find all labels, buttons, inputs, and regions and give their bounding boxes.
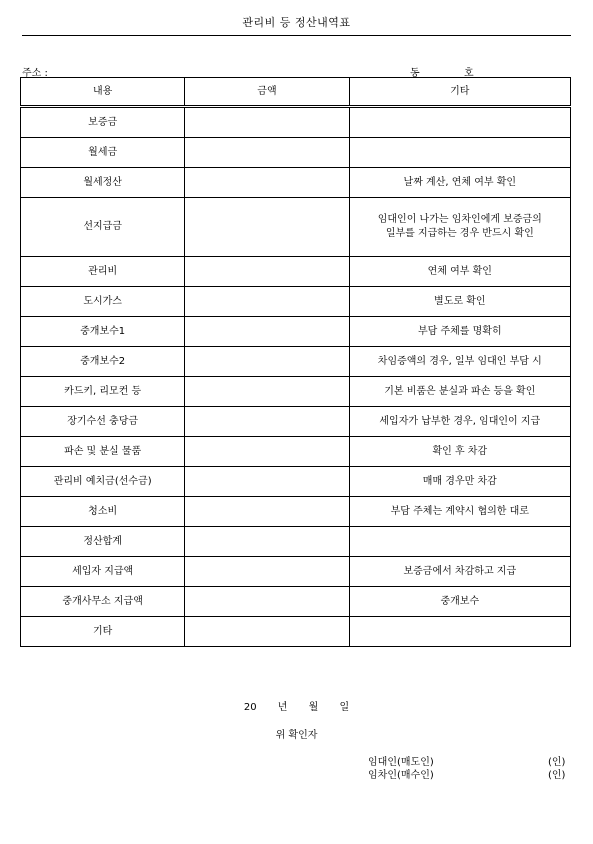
row-amount[interactable] [185, 257, 349, 287]
table-row [21, 557, 571, 587]
table-row [21, 497, 571, 527]
table-row [21, 407, 571, 437]
row-item: 도시가스 [21, 287, 185, 317]
dong-label: 동 [410, 68, 420, 79]
table-row [21, 347, 571, 377]
row-note [349, 527, 570, 557]
row-item: 기타 [21, 617, 185, 647]
confirmer-heading: 위 확인자 [275, 730, 318, 741]
year-prefix: 20 [243, 702, 257, 713]
lessor-seal: (인) [548, 757, 566, 768]
row-amount[interactable] [185, 617, 349, 647]
lessee-label: 임차인(매수인) [368, 770, 434, 781]
row-amount[interactable] [185, 198, 349, 257]
year-label: 년 [277, 702, 288, 713]
table-row [21, 198, 571, 257]
table-row [21, 317, 571, 347]
row-amount[interactable] [185, 287, 349, 317]
table-row [21, 617, 571, 647]
table-row [21, 287, 571, 317]
lessee-seal: (인) [548, 770, 566, 781]
table-row [21, 168, 571, 198]
row-amount[interactable] [185, 168, 349, 198]
table-row [21, 437, 571, 467]
row-note [349, 107, 570, 138]
row-item: 관리비 예치금(선수금) [21, 467, 185, 497]
table-row [21, 138, 571, 168]
row-item: 월세금 [21, 138, 185, 168]
row-item: 세입자 지급액 [21, 557, 185, 587]
row-item: 관리비 [21, 257, 185, 287]
row-amount[interactable] [185, 437, 349, 467]
row-item: 카드키, 리모컨 등 [21, 377, 185, 407]
row-amount[interactable] [185, 497, 349, 527]
lessor-label: 임대인(매도인) [368, 757, 434, 768]
row-note-line-1: 임대인이 나가는 임차인에게 보증금의 [377, 214, 542, 225]
header-content: 내용 [21, 78, 185, 107]
row-note: 세입자가 납부한 경우, 임대인이 지급 [349, 407, 570, 437]
row-item: 선지급금 [21, 198, 185, 257]
row-note: 매매 경우만 차감 [349, 467, 570, 497]
row-note: 별도로 확인 [349, 287, 570, 317]
row-note: 중개보수 [349, 587, 570, 617]
row-note: 부담 주체를 명확히 [349, 317, 570, 347]
table-row [21, 377, 571, 407]
row-note: 확인 후 차감 [349, 437, 570, 467]
row-amount[interactable] [185, 527, 349, 557]
settlement-table [20, 77, 571, 647]
row-note: 연체 여부 확인 [349, 257, 570, 287]
row-item: 보증금 [21, 107, 185, 138]
title-underline [22, 35, 571, 36]
row-note: 차임증액의 경우, 일부 임대인 부담 시 [349, 347, 570, 377]
row-item: 청소비 [21, 497, 185, 527]
row-item: 중개사무소 지급액 [21, 587, 185, 617]
document-title: 관리비 등 정산내역표 [242, 16, 351, 29]
row-amount[interactable] [185, 587, 349, 617]
month-label: 월 [308, 702, 319, 713]
ho-label: 호 [464, 68, 474, 79]
header-note: 기타 [349, 78, 570, 107]
table-header-row [21, 78, 571, 107]
date-line [0, 698, 593, 713]
row-amount[interactable] [185, 467, 349, 497]
table-row [21, 107, 571, 138]
row-item: 중개보수2 [21, 347, 185, 377]
row-item: 정산합계 [21, 527, 185, 557]
row-amount[interactable] [185, 107, 349, 138]
row-note [349, 198, 570, 257]
row-note [349, 617, 570, 647]
row-note: 날짜 계산, 연체 여부 확인 [349, 168, 570, 198]
table-row [21, 527, 571, 557]
row-note: 부담 주체는 계약시 협의한 대로 [349, 497, 570, 527]
table-row [21, 587, 571, 617]
row-item: 중개보수1 [21, 317, 185, 347]
address-label: 주소 : [22, 68, 48, 79]
row-amount[interactable] [185, 347, 349, 377]
table-row [21, 257, 571, 287]
table-row [21, 467, 571, 497]
row-note-line-2: 일부를 지급하는 경우 반드시 확인 [385, 228, 534, 239]
row-item: 파손 및 분실 물품 [21, 437, 185, 467]
row-amount[interactable] [185, 407, 349, 437]
row-amount[interactable] [185, 377, 349, 407]
row-item: 월세정산 [21, 168, 185, 198]
row-amount[interactable] [185, 317, 349, 347]
row-note [349, 138, 570, 168]
row-note: 기본 비품은 분실과 파손 등을 확인 [349, 377, 570, 407]
row-amount[interactable] [185, 138, 349, 168]
row-item: 장기수선 충당금 [21, 407, 185, 437]
row-note: 보증금에서 차감하고 지급 [349, 557, 570, 587]
header-amount: 금액 [185, 78, 349, 107]
row-amount[interactable] [185, 557, 349, 587]
day-label: 일 [339, 702, 350, 713]
